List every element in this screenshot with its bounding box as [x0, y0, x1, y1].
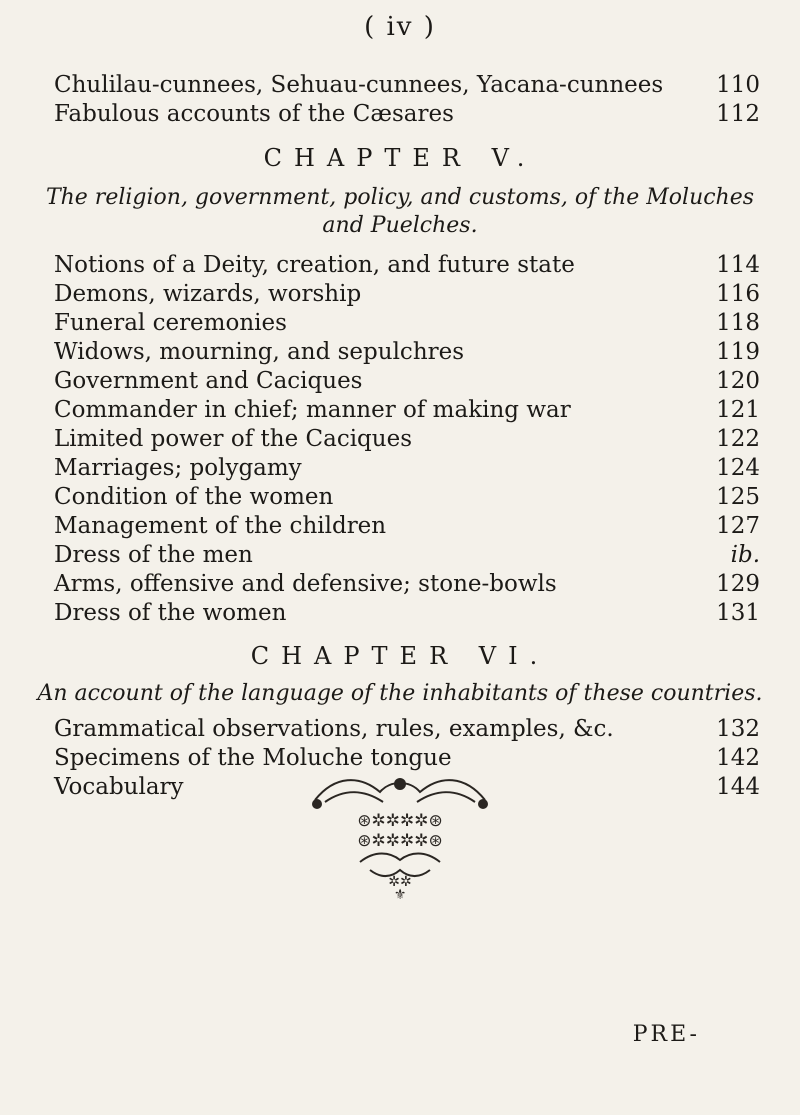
chapter-subtitle: An account of the language of the inhabitants of these countries. — [37, 681, 763, 706]
entry-title: Vocabulary — [54, 774, 184, 800]
catchword: PRE- — [632, 1022, 700, 1047]
toc-entry — [54, 453, 760, 483]
toc-entry — [54, 337, 760, 367]
entry-title: Demons, wizards, worship — [54, 281, 362, 307]
toc-entry — [54, 366, 760, 396]
chapter-subtitle: and Puelches. — [322, 213, 478, 238]
page-folio: ( iv ) — [364, 12, 436, 42]
toc-entry — [54, 598, 760, 628]
entry-page: 132 — [716, 716, 760, 742]
entry-page: 118 — [716, 310, 760, 336]
entry-title: Dress of the men — [54, 542, 253, 568]
svg-text:⊛✲✲✲✲⊛: ⊛✲✲✲✲⊛ — [357, 831, 443, 851]
toc-entry — [54, 424, 760, 454]
toc-entry — [54, 569, 760, 599]
entry-page: 129 — [716, 571, 760, 597]
toc-entry — [54, 714, 760, 744]
entry-page: 121 — [716, 397, 760, 423]
entry-title: Fabulous accounts of the Cæsares — [54, 101, 454, 127]
entry-page: 120 — [716, 368, 760, 394]
toc-entry — [54, 395, 760, 425]
entry-title: Notions of a Deity, creation, and future state — [54, 252, 575, 278]
toc-entry — [54, 482, 760, 512]
entry-title: Arms, offensive and defensive; stone-bowls — [54, 571, 557, 597]
entry-page: ib. — [730, 542, 760, 568]
entry-page: 127 — [716, 513, 760, 539]
entry-page: 124 — [716, 455, 760, 481]
entry-page: 114 — [716, 252, 760, 278]
entry-page: 142 — [716, 745, 760, 771]
entry-page: 110 — [716, 72, 760, 98]
chapter-subtitle: The religion, government, policy, and customs, of the Moluches — [45, 185, 755, 210]
svg-text:✲✲: ✲✲ — [388, 874, 412, 890]
entry-page: 112 — [716, 101, 760, 127]
entry-title: Dress of the women — [54, 600, 287, 626]
entry-title: Widows, mourning, and sepulchres — [54, 339, 465, 365]
toc-entry — [54, 540, 760, 570]
toc-entry — [54, 99, 760, 129]
entry-page: 116 — [716, 281, 760, 307]
entry-title: Grammatical observations, rules, examples, &c. — [54, 716, 614, 742]
entry-title: Specimens of the Moluche tongue — [54, 745, 452, 771]
entry-title: Chulilau-cunnees, Sehuau-cunnees, Yacana-cunnees — [54, 72, 664, 98]
toc-entry — [54, 250, 760, 280]
svg-text:⚜: ⚜ — [393, 887, 407, 900]
entry-title: Management of the children — [54, 513, 387, 539]
toc-entry — [54, 279, 760, 309]
toc-entry — [54, 70, 760, 100]
entry-page: 119 — [716, 339, 760, 365]
entry-page: 122 — [716, 426, 760, 452]
chapter-heading: CHAPTER VI. — [250, 642, 550, 670]
svg-text:⊛✲✲✲✲⊛: ⊛✲✲✲✲⊛ — [357, 811, 443, 831]
toc-entry — [54, 511, 760, 541]
entry-title: Funeral ceremonies — [54, 310, 287, 336]
entry-page: 131 — [716, 600, 760, 626]
entry-title: Marriages; polygamy — [54, 455, 302, 481]
printers-ornament-icon — [305, 770, 495, 900]
entry-page: 125 — [716, 484, 760, 510]
entry-title: Limited power of the Caciques — [54, 426, 413, 452]
toc-entry — [54, 308, 760, 338]
entry-title: Condition of the women — [54, 484, 334, 510]
entry-page: 144 — [716, 774, 760, 800]
toc-entry — [54, 743, 760, 773]
entry-title: Commander in chief; manner of making war — [54, 397, 571, 423]
entry-title: Government and Caciques — [54, 368, 363, 394]
chapter-heading: CHAPTER V. — [263, 144, 537, 172]
